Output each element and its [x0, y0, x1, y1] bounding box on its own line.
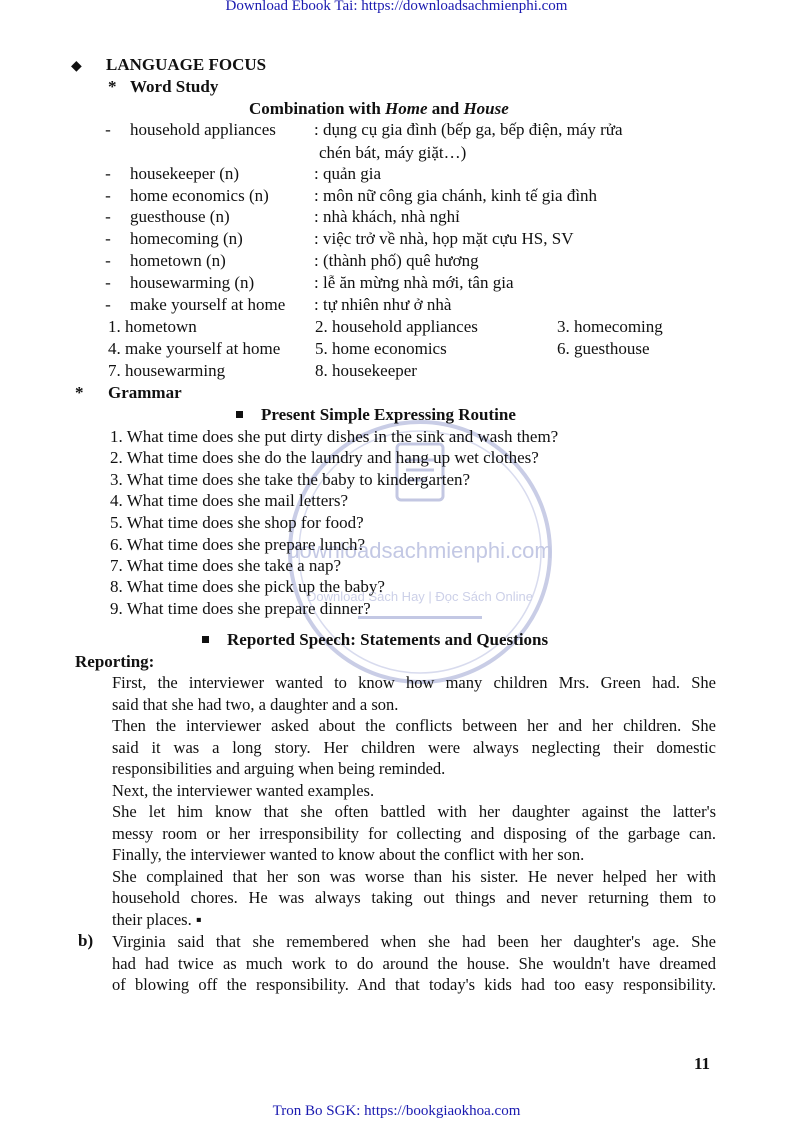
vocab-term: make yourself at home [130, 295, 286, 314]
list-item: 6. What time does she prepare lunch? [110, 535, 366, 554]
vocab-term: household appliances [130, 120, 276, 139]
paragraph-line [112, 909, 716, 931]
vocab-meaning: : quản gia [314, 164, 382, 183]
vocab-meaning: : môn nữ công gia chánh, kinh tế gia đình [314, 186, 598, 205]
vocab-meaning: : lễ ăn mừng nhà mới, tân gia [314, 273, 514, 292]
section-title-row [71, 55, 267, 75]
vocab-term: housekeeper (n) [130, 164, 240, 183]
footer-sgk-link[interactable]: Tron Bo SGK: https://bookgiaokhoa.com [272, 1103, 521, 1119]
word-study-heading: Word Study [130, 77, 219, 96]
vocab-meaning: : việc trở về nhà, họp mặt cựu HS, SV [314, 229, 574, 248]
item-b-label: b) [78, 931, 94, 950]
paragraph-line: had had twice as much work to do around the house. She wouldn't have dreamed [112, 953, 716, 973]
reporting-label: Reporting: [75, 652, 155, 671]
vocab-meaning: : dụng cụ gia đình (bếp ga, bếp điện, máy rửa [314, 120, 623, 139]
paragraph-line: household chores. He was always taking out things and never returning them to [112, 888, 716, 907]
paragraph-line: said it was a long story. Her children were always neglecting their domestic [112, 737, 716, 757]
vocab-meaning: : tự nhiên như ở nhà [314, 295, 452, 314]
list-item: 7. What time does she take a nap? [110, 556, 341, 575]
paragraph-line: She complained that her son was worse than his sister. He never helped her with [112, 866, 716, 886]
list-item: 9. What time does she prepare dinner? [110, 599, 371, 618]
answer-item: 7. housewarming [108, 361, 226, 380]
answer-item: 1. hometown [108, 317, 197, 336]
dash-bullet: - [105, 164, 111, 183]
watermark-tagline: Download Sách Hay | Đọc Sách Online [307, 589, 533, 604]
list-item: 8. What time does she pick up the baby? [110, 577, 385, 596]
list-item: 2. What time does she do the laundry and hang up wet clothes? [110, 448, 539, 467]
list-item: 4. What time does she mail letters? [110, 491, 349, 510]
header-download-link[interactable]: Download Ebook Tai: https://downloadsachmienphi.com [225, 0, 568, 14]
vocab-term: home economics (n) [130, 186, 269, 205]
square-bullet-icon [202, 636, 209, 643]
diamond-bullet-icon: ◆ [71, 59, 82, 74]
watermark-site: downloadsachmienphi.com [287, 538, 553, 563]
combination-title [249, 99, 509, 119]
dash-bullet: - [105, 295, 111, 314]
vocab-meaning-continued: chén bát, máy giặt…) [319, 143, 467, 162]
paragraph-line: responsibilities and arguing when being reminded. [112, 759, 446, 778]
paragraph-line: said that she had two, a daughter and a son. [112, 694, 399, 714]
paragraph-line: of blowing off the responsibility. And that today's kids had too easy responsibility. [112, 975, 716, 994]
answer-item: 2. household appliances [315, 317, 478, 336]
item-b-paragraph [112, 931, 716, 996]
combination-title-and: and [427, 99, 464, 118]
vocab-term: guesthouse (n) [130, 207, 230, 226]
combination-title-house: House [463, 99, 509, 118]
reported-speech-subheading [202, 630, 548, 650]
answer-item: 5. home economics [315, 339, 447, 358]
vocab-meaning: : (thành phố) quê hương [314, 251, 479, 270]
asterisk-icon: * [75, 383, 84, 402]
grammar-heading: Grammar [108, 383, 182, 402]
dash-bullet: - [105, 229, 111, 248]
answer-item: 6. guesthouse [557, 339, 650, 358]
paragraph-line: Finally, the interviewer wanted to know about the conflict with her son. [112, 845, 585, 864]
answer-item: 8. housekeeper [315, 361, 417, 380]
paragraph-line-text: their places. [112, 909, 192, 929]
paragraph-line: Next, the interviewer wanted examples. [112, 780, 375, 800]
section-title: LANGUAGE FOCUS [106, 55, 267, 74]
present-simple-subheading-text: Present Simple Expressing Routine [261, 405, 516, 424]
bullet-mark-icon: ▪ [195, 909, 202, 929]
vocab-term: hometown (n) [130, 251, 226, 270]
list-item: 5. What time does she shop for food? [110, 513, 364, 532]
grammar-heading-row [75, 383, 182, 403]
combination-title-text: Combination with [249, 99, 386, 118]
reporting-paragraph [112, 672, 716, 930]
dash-bullet: - [105, 186, 111, 205]
asterisk-icon: * [108, 77, 117, 96]
paragraph-line: Virginia said that she remembered when she had been her daughter's age. She [112, 932, 716, 951]
vocab-term: housewarming (n) [130, 273, 255, 292]
combination-title-home: Home [385, 99, 428, 118]
word-study-heading-row [108, 77, 219, 97]
page-number: 11 [694, 1054, 711, 1073]
square-bullet-icon [236, 411, 243, 418]
paragraph-line: First, the interviewer wanted to know how many children Mrs. Green had. She [112, 673, 716, 692]
dash-bullet: - [105, 120, 111, 139]
vocab-term: homecoming (n) [130, 229, 243, 248]
answer-item: 3. homecoming [557, 317, 663, 336]
answer-item: 4. make yourself at home [108, 339, 281, 358]
dash-bullet: - [105, 273, 111, 292]
dash-bullet: - [105, 251, 111, 270]
list-item: 1. What time does she put dirty dishes in the sink and wash them? [110, 427, 559, 446]
dash-bullet: - [105, 207, 111, 226]
paragraph-line: Then the interviewer asked about the conflicts between her and her children. She [112, 716, 716, 735]
paragraph-line: She let him know that she often battled with her daughter against the latter's [112, 802, 716, 821]
reported-speech-subheading-text: Reported Speech: Statements and Questions [227, 630, 549, 649]
vocab-meaning: : nhà khách, nhà nghỉ [314, 207, 460, 226]
list-item: 3. What time does she take the baby to kindergarten? [110, 470, 471, 489]
paragraph-line: messy room or her irresponsibility for collecting and disposing of the garbage can. [112, 823, 716, 843]
present-simple-subheading [236, 405, 516, 425]
